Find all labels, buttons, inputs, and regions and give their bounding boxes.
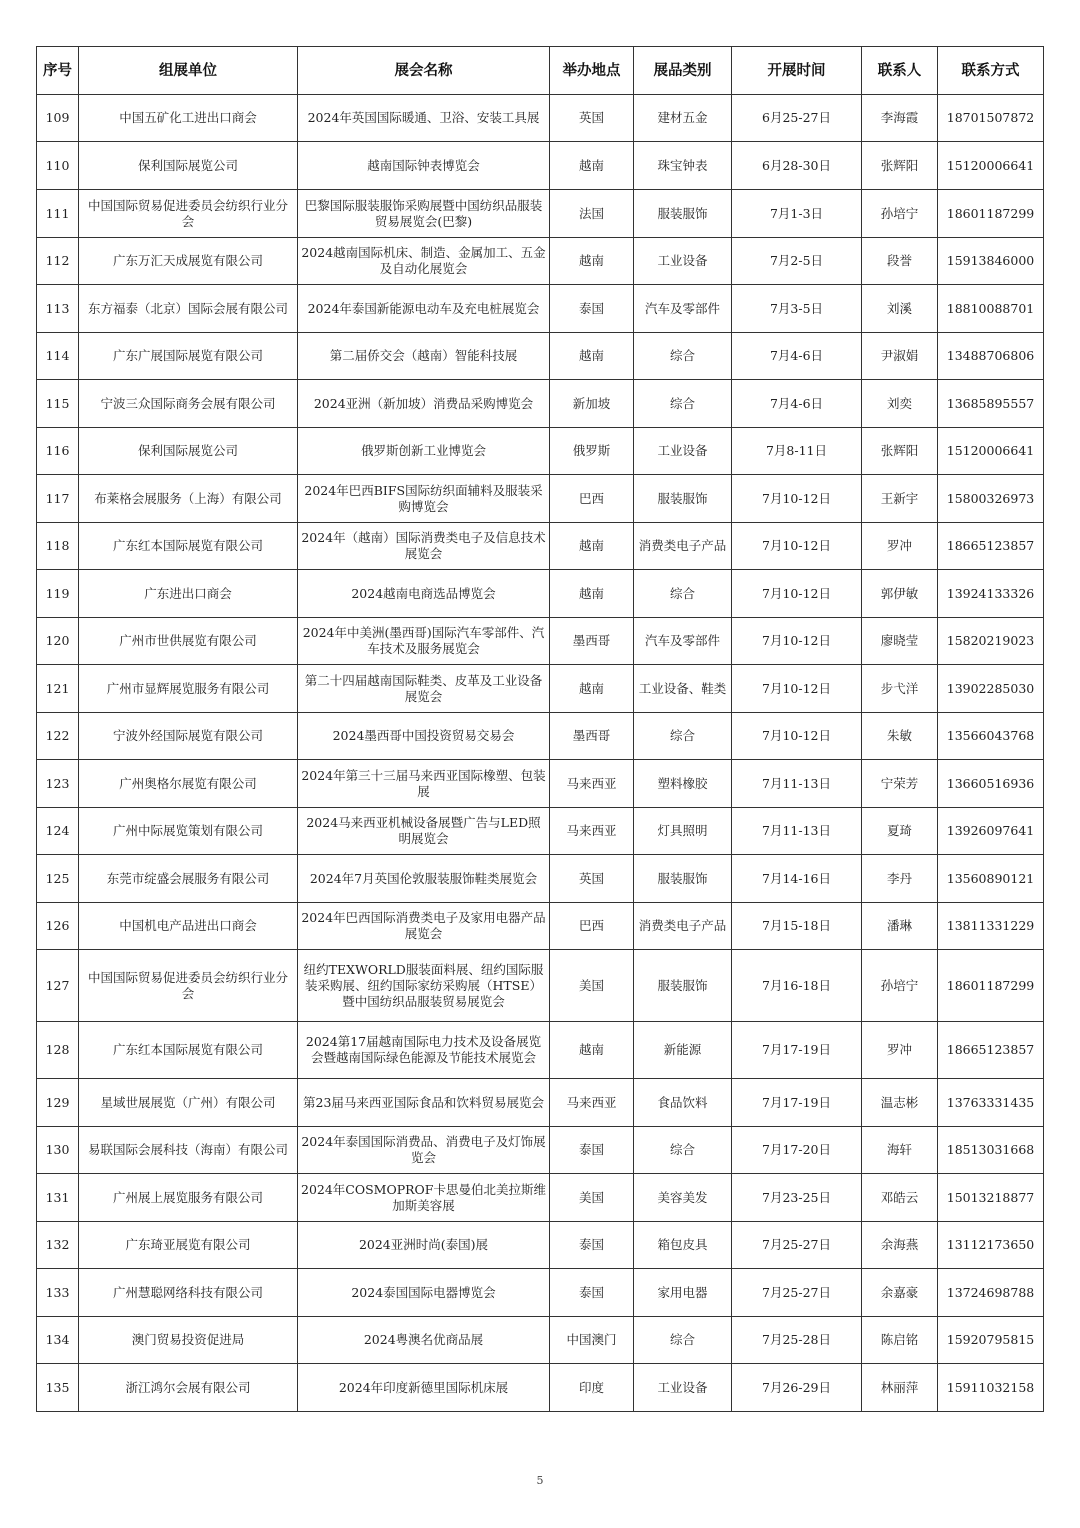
contact-phone-cell: 13660516936 — [938, 760, 1044, 808]
category-cell: 建材五金 — [634, 95, 732, 142]
seq-no-cell: 126 — [37, 903, 79, 950]
organizer-cell: 广东琦亚展览有限公司 — [79, 1222, 298, 1269]
exhibition-name-cell: 2024越南国际机床、制造、金属加工、五金及自动化展览会 — [298, 238, 550, 285]
exhibition-name-cell: 2024亚洲时尚(泰国)展 — [298, 1222, 550, 1269]
contact-phone-cell: 15120006641 — [938, 428, 1044, 475]
organizer-cell: 广东进出口商会 — [79, 570, 298, 618]
organizer-cell: 广州奥格尔展览有限公司 — [79, 760, 298, 808]
organizer-cell: 浙江鸿尔会展有限公司 — [79, 1364, 298, 1412]
date-cell: 7月4-6日 — [732, 380, 862, 428]
category-cell: 服装服饰 — [634, 475, 732, 523]
contact-person-cell: 孙培宁 — [862, 950, 938, 1022]
exhibition-name-cell: 巴黎国际服装服饰采购展暨中国纺织品服装贸易展览会(巴黎) — [298, 190, 550, 238]
seq-no-cell: 130 — [37, 1127, 79, 1174]
category-cell: 综合 — [634, 570, 732, 618]
exhibition-name-cell: 2024年英国国际暖通、卫浴、安装工具展 — [298, 95, 550, 142]
category-cell: 箱包皮具 — [634, 1222, 732, 1269]
seq-no-cell: 113 — [37, 285, 79, 333]
seq-no-cell: 132 — [37, 1222, 79, 1269]
table-row — [37, 285, 1044, 333]
table-row — [37, 618, 1044, 665]
category-cell: 珠宝钟表 — [634, 142, 732, 190]
contact-person-cell: 刘奕 — [862, 380, 938, 428]
exhibition-name-cell: 2024年第三十三届马来西亚国际橡塑、包装展 — [298, 760, 550, 808]
date-cell: 6月28-30日 — [732, 142, 862, 190]
contact-person-cell: 宁荣芳 — [862, 760, 938, 808]
contact-phone-cell: 13811331229 — [938, 903, 1044, 950]
date-cell: 7月10-12日 — [732, 475, 862, 523]
date-cell: 7月17-19日 — [732, 1079, 862, 1127]
contact-phone-cell: 13926097641 — [938, 808, 1044, 855]
seq-no-cell: 123 — [37, 760, 79, 808]
contact-phone-cell: 18601187299 — [938, 190, 1044, 238]
date-cell: 7月4-6日 — [732, 333, 862, 380]
table-row — [37, 713, 1044, 760]
seq-no-cell: 114 — [37, 333, 79, 380]
exhibition-name-cell: 2024年泰国国际消费品、消费电子及灯饰展览会 — [298, 1127, 550, 1174]
date-cell: 7月17-20日 — [732, 1127, 862, 1174]
table-row — [37, 1127, 1044, 1174]
organizer-cell: 保利国际展览公司 — [79, 142, 298, 190]
category-cell: 汽车及零部件 — [634, 618, 732, 665]
exhibition-name-cell: 2024马来西亚机械设备展暨广告与LED照明展览会 — [298, 808, 550, 855]
contact-person-cell: 海轩 — [862, 1127, 938, 1174]
contact-phone-cell: 18665123857 — [938, 523, 1044, 570]
organizer-cell: 广州慧聪网络科技有限公司 — [79, 1269, 298, 1317]
organizer-cell: 广东红本国际展览有限公司 — [79, 523, 298, 570]
organizer-cell: 广东广展国际展览有限公司 — [79, 333, 298, 380]
contact-person-cell: 步弋洋 — [862, 665, 938, 713]
location-cell: 墨西哥 — [550, 713, 634, 760]
category-cell: 塑料橡胶 — [634, 760, 732, 808]
category-cell: 工业设备 — [634, 1364, 732, 1412]
contact-phone-cell: 13685895557 — [938, 380, 1044, 428]
category-cell: 工业设备、鞋类 — [634, 665, 732, 713]
exhibition-name-cell: 越南国际钟表博览会 — [298, 142, 550, 190]
seq-no-cell: 109 — [37, 95, 79, 142]
contact-phone-cell: 15820219023 — [938, 618, 1044, 665]
date-cell: 7月3-5日 — [732, 285, 862, 333]
category-cell: 工业设备 — [634, 428, 732, 475]
table-row — [37, 1079, 1044, 1127]
exhibition-name-cell: 2024年7月英国伦敦服装服饰鞋类展览会 — [298, 855, 550, 903]
location-cell: 中国澳门 — [550, 1317, 634, 1364]
location-cell: 新加坡 — [550, 380, 634, 428]
exhibition-name-cell: 2024年印度新德里国际机床展 — [298, 1364, 550, 1412]
table-row — [37, 142, 1044, 190]
exhibition-name-cell: 2024墨西哥中国投资贸易交易会 — [298, 713, 550, 760]
date-cell: 7月11-13日 — [732, 808, 862, 855]
exhibition-name-cell: 2024第17届越南国际电力技术及设备展览会暨越南国际绿色能源及节能技术展览会 — [298, 1022, 550, 1079]
organizer-cell: 中国国际贸易促进委员会纺织行业分会 — [79, 950, 298, 1022]
date-cell: 7月25-27日 — [732, 1222, 862, 1269]
table-row — [37, 1022, 1044, 1079]
date-cell: 7月10-12日 — [732, 713, 862, 760]
organizer-cell: 宁波三众国际商务会展有限公司 — [79, 380, 298, 428]
seq-no-cell: 127 — [37, 950, 79, 1022]
date-cell: 7月10-12日 — [732, 665, 862, 713]
contact-person-cell: 罗冲 — [862, 523, 938, 570]
contact-person-cell: 夏琦 — [862, 808, 938, 855]
date-cell: 7月25-27日 — [732, 1269, 862, 1317]
header-seq-no: 序号 — [37, 47, 79, 95]
location-cell: 越南 — [550, 238, 634, 285]
seq-no-cell: 116 — [37, 428, 79, 475]
seq-no-cell: 125 — [37, 855, 79, 903]
organizer-cell: 星域世展展览（广州）有限公司 — [79, 1079, 298, 1127]
location-cell: 泰国 — [550, 285, 634, 333]
location-cell: 越南 — [550, 665, 634, 713]
date-cell: 7月10-12日 — [732, 618, 862, 665]
date-cell: 7月16-18日 — [732, 950, 862, 1022]
table-row — [37, 1269, 1044, 1317]
contact-person-cell: 尹淑娟 — [862, 333, 938, 380]
category-cell: 新能源 — [634, 1022, 732, 1079]
seq-no-cell: 117 — [37, 475, 79, 523]
contact-phone-cell: 15911032158 — [938, 1364, 1044, 1412]
exhibition-name-cell: 2024年巴西国际消费类电子及家用电器产品展览会 — [298, 903, 550, 950]
organizer-cell: 广东万汇天成展览有限公司 — [79, 238, 298, 285]
table-row — [37, 238, 1044, 285]
seq-no-cell: 120 — [37, 618, 79, 665]
contact-person-cell: 刘溪 — [862, 285, 938, 333]
organizer-cell: 中国五矿化工进出口商会 — [79, 95, 298, 142]
date-cell: 7月15-18日 — [732, 903, 862, 950]
location-cell: 泰国 — [550, 1269, 634, 1317]
organizer-cell: 广州展上展览服务有限公司 — [79, 1174, 298, 1222]
table-row — [37, 333, 1044, 380]
date-cell: 7月1-3日 — [732, 190, 862, 238]
contact-person-cell: 段誉 — [862, 238, 938, 285]
header-date: 开展时间 — [732, 47, 862, 95]
location-cell: 英国 — [550, 855, 634, 903]
location-cell: 越南 — [550, 1022, 634, 1079]
exhibition-name-cell: 俄罗斯创新工业博览会 — [298, 428, 550, 475]
organizer-cell: 广东红本国际展览有限公司 — [79, 1022, 298, 1079]
seq-no-cell: 112 — [37, 238, 79, 285]
exhibition-schedule-table — [36, 46, 1044, 1412]
contact-person-cell: 林丽萍 — [862, 1364, 938, 1412]
contact-person-cell: 邓皓云 — [862, 1174, 938, 1222]
exhibition-name-cell: 纽约TEXWORLD服装面料展、纽约国际服装采购展、纽约国际家纺采购展（HTSE）暨中国纺织品服装贸易展览会 — [298, 950, 550, 1022]
contact-phone-cell: 15920795815 — [938, 1317, 1044, 1364]
exhibition-name-cell: 2024亚洲（新加坡）消费品采购博览会 — [298, 380, 550, 428]
date-cell: 7月10-12日 — [732, 570, 862, 618]
seq-no-cell: 133 — [37, 1269, 79, 1317]
location-cell: 巴西 — [550, 903, 634, 950]
contact-phone-cell: 13488706806 — [938, 333, 1044, 380]
exhibition-name-cell: 第二届侨交会（越南）智能科技展 — [298, 333, 550, 380]
organizer-cell: 保利国际展览公司 — [79, 428, 298, 475]
date-cell: 7月17-19日 — [732, 1022, 862, 1079]
seq-no-cell: 129 — [37, 1079, 79, 1127]
contact-person-cell: 余嘉豪 — [862, 1269, 938, 1317]
seq-no-cell: 119 — [37, 570, 79, 618]
table-row — [37, 475, 1044, 523]
seq-no-cell: 122 — [37, 713, 79, 760]
seq-no-cell: 135 — [37, 1364, 79, 1412]
category-cell: 灯具照明 — [634, 808, 732, 855]
exhibition-name-cell: 2024年（越南）国际消费类电子及信息技术展览会 — [298, 523, 550, 570]
date-cell: 6月25-27日 — [732, 95, 862, 142]
category-cell: 综合 — [634, 713, 732, 760]
contact-person-cell: 郭伊敏 — [862, 570, 938, 618]
location-cell: 越南 — [550, 333, 634, 380]
seq-no-cell: 128 — [37, 1022, 79, 1079]
organizer-cell: 中国国际贸易促进委员会纺织行业分会 — [79, 190, 298, 238]
date-cell: 7月23-25日 — [732, 1174, 862, 1222]
category-cell: 综合 — [634, 1127, 732, 1174]
exhibition-name-cell: 2024年巴西BIFS国际纺织面辅料及服装采购博览会 — [298, 475, 550, 523]
date-cell: 7月8-11日 — [732, 428, 862, 475]
contact-person-cell: 张辉阳 — [862, 428, 938, 475]
exhibition-name-cell: 2024泰国国际电器博览会 — [298, 1269, 550, 1317]
location-cell: 泰国 — [550, 1222, 634, 1269]
table-header-row — [37, 47, 1044, 95]
contact-phone-cell: 13560890121 — [938, 855, 1044, 903]
organizer-cell: 东莞市绽盛会展服务有限公司 — [79, 855, 298, 903]
organizer-cell: 中国机电产品进出口商会 — [79, 903, 298, 950]
date-cell: 7月2-5日 — [732, 238, 862, 285]
header-exhibition-name: 展会名称 — [298, 47, 550, 95]
header-category: 展品类别 — [634, 47, 732, 95]
table-row — [37, 95, 1044, 142]
seq-no-cell: 131 — [37, 1174, 79, 1222]
contact-phone-cell: 15120006641 — [938, 142, 1044, 190]
header-organizer: 组展单位 — [79, 47, 298, 95]
contact-person-cell: 潘琳 — [862, 903, 938, 950]
contact-person-cell: 王新宇 — [862, 475, 938, 523]
table-row — [37, 665, 1044, 713]
organizer-cell: 布莱格会展服务（上海）有限公司 — [79, 475, 298, 523]
exhibition-name-cell: 2024年COSMOPROF卡思曼伯北美拉斯维加斯美容展 — [298, 1174, 550, 1222]
category-cell: 家用电器 — [634, 1269, 732, 1317]
category-cell: 消费类电子产品 — [634, 903, 732, 950]
seq-no-cell: 115 — [37, 380, 79, 428]
date-cell: 7月10-12日 — [732, 523, 862, 570]
organizer-cell: 宁波外经国际展览有限公司 — [79, 713, 298, 760]
organizer-cell: 澳门贸易投资促进局 — [79, 1317, 298, 1364]
seq-no-cell: 118 — [37, 523, 79, 570]
location-cell: 印度 — [550, 1364, 634, 1412]
table-row — [37, 903, 1044, 950]
contact-person-cell: 李丹 — [862, 855, 938, 903]
table-row — [37, 570, 1044, 618]
organizer-cell: 易联国际会展科技（海南）有限公司 — [79, 1127, 298, 1174]
organizer-cell: 东方福泰（北京）国际会展有限公司 — [79, 285, 298, 333]
category-cell: 工业设备 — [634, 238, 732, 285]
date-cell: 7月26-29日 — [732, 1364, 862, 1412]
contact-phone-cell: 13724698788 — [938, 1269, 1044, 1317]
category-cell: 美容美发 — [634, 1174, 732, 1222]
seq-no-cell: 134 — [37, 1317, 79, 1364]
contact-person-cell: 温志彬 — [862, 1079, 938, 1127]
exhibition-name-cell: 2024越南电商选品博览会 — [298, 570, 550, 618]
exhibition-name-cell: 2024年泰国新能源电动车及充电桩展览会 — [298, 285, 550, 333]
organizer-cell: 广州市世供展览有限公司 — [79, 618, 298, 665]
contact-phone-cell: 13112173650 — [938, 1222, 1044, 1269]
contact-person-cell: 朱敏 — [862, 713, 938, 760]
category-cell: 消费类电子产品 — [634, 523, 732, 570]
header-contact-phone: 联系方式 — [938, 47, 1044, 95]
contact-person-cell: 李海霞 — [862, 95, 938, 142]
table-row — [37, 1222, 1044, 1269]
location-cell: 马来西亚 — [550, 808, 634, 855]
contact-phone-cell: 18810088701 — [938, 285, 1044, 333]
location-cell: 越南 — [550, 570, 634, 618]
seq-no-cell: 124 — [37, 808, 79, 855]
date-cell: 7月11-13日 — [732, 760, 862, 808]
date-cell: 7月25-28日 — [732, 1317, 862, 1364]
contact-person-cell: 罗冲 — [862, 1022, 938, 1079]
location-cell: 泰国 — [550, 1127, 634, 1174]
contact-person-cell: 孙培宁 — [862, 190, 938, 238]
exhibition-name-cell: 第二十四届越南国际鞋类、皮革及工业设备展览会 — [298, 665, 550, 713]
location-cell: 巴西 — [550, 475, 634, 523]
location-cell: 美国 — [550, 1174, 634, 1222]
table-row — [37, 1174, 1044, 1222]
location-cell: 俄罗斯 — [550, 428, 634, 475]
header-location: 举办地点 — [550, 47, 634, 95]
seq-no-cell: 110 — [37, 142, 79, 190]
location-cell: 美国 — [550, 950, 634, 1022]
contact-phone-cell: 13763331435 — [938, 1079, 1044, 1127]
category-cell: 综合 — [634, 380, 732, 428]
exhibition-name-cell: 2024粤澳名优商品展 — [298, 1317, 550, 1364]
table-row — [37, 380, 1044, 428]
exhibition-name-cell: 2024年中美洲(墨西哥)国际汽车零部件、汽车技术及服务展览会 — [298, 618, 550, 665]
table-row — [37, 1364, 1044, 1412]
seq-no-cell: 121 — [37, 665, 79, 713]
seq-no-cell: 111 — [37, 190, 79, 238]
page-number: 5 — [536, 1474, 544, 1487]
category-cell: 综合 — [634, 333, 732, 380]
category-cell: 服装服饰 — [634, 190, 732, 238]
table-row — [37, 950, 1044, 1022]
contact-phone-cell: 18701507872 — [938, 95, 1044, 142]
location-cell: 越南 — [550, 523, 634, 570]
category-cell: 汽车及零部件 — [634, 285, 732, 333]
date-cell: 7月14-16日 — [732, 855, 862, 903]
table-row — [37, 1317, 1044, 1364]
contact-person-cell: 余海燕 — [862, 1222, 938, 1269]
organizer-cell: 广州市显辉展览服务有限公司 — [79, 665, 298, 713]
table-row — [37, 808, 1044, 855]
location-cell: 墨西哥 — [550, 618, 634, 665]
location-cell: 马来西亚 — [550, 1079, 634, 1127]
contact-phone-cell: 18665123857 — [938, 1022, 1044, 1079]
contact-phone-cell: 15800326973 — [938, 475, 1044, 523]
location-cell: 英国 — [550, 95, 634, 142]
location-cell: 马来西亚 — [550, 760, 634, 808]
organizer-cell: 广州中际展览策划有限公司 — [79, 808, 298, 855]
location-cell: 法国 — [550, 190, 634, 238]
contact-person-cell: 张辉阳 — [862, 142, 938, 190]
category-cell: 服装服饰 — [634, 950, 732, 1022]
contact-phone-cell: 13566043768 — [938, 713, 1044, 760]
location-cell: 越南 — [550, 142, 634, 190]
contact-phone-cell: 13902285030 — [938, 665, 1044, 713]
contact-person-cell: 廖晓莹 — [862, 618, 938, 665]
table-row — [37, 760, 1044, 808]
contact-person-cell: 陈启铭 — [862, 1317, 938, 1364]
table-row — [37, 428, 1044, 475]
contact-phone-cell: 18513031668 — [938, 1127, 1044, 1174]
table-row — [37, 523, 1044, 570]
table-row — [37, 190, 1044, 238]
category-cell: 服装服饰 — [634, 855, 732, 903]
exhibition-name-cell: 第23届马来西亚国际食品和饮料贸易展览会 — [298, 1079, 550, 1127]
category-cell: 综合 — [634, 1317, 732, 1364]
contact-phone-cell: 15013218877 — [938, 1174, 1044, 1222]
contact-phone-cell: 18601187299 — [938, 950, 1044, 1022]
category-cell: 食品饮料 — [634, 1079, 732, 1127]
header-contact-person: 联系人 — [862, 47, 938, 95]
table-row — [37, 855, 1044, 903]
contact-phone-cell: 13924133326 — [938, 570, 1044, 618]
contact-phone-cell: 15913846000 — [938, 238, 1044, 285]
